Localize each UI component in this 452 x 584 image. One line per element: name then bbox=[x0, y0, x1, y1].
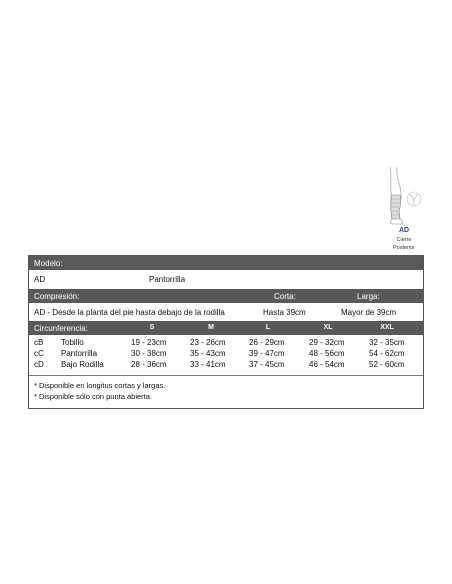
availability-note: * Disponible en longitus cortas y largas. bbox=[34, 381, 166, 390]
model-name: Pantorrilla bbox=[149, 275, 186, 284]
value-xxl: 54 - 62cm bbox=[369, 349, 405, 358]
value-m: 35 - 43cm bbox=[190, 349, 226, 358]
divider bbox=[29, 375, 423, 376]
modelo-header bbox=[29, 256, 423, 270]
size-header-s: S bbox=[149, 324, 155, 331]
value-xl: 48 - 56cm bbox=[309, 349, 345, 358]
value-s: 28 - 36cm bbox=[131, 360, 167, 369]
circunferencia-label: Circunferencia: bbox=[34, 324, 88, 333]
closure-caption bbox=[384, 236, 424, 252]
size-header-xl: XL bbox=[323, 324, 333, 331]
larga-label: Larga: bbox=[357, 292, 380, 301]
availability-note: * Disponible sólo con punta abierta. bbox=[34, 392, 152, 401]
circunferencia-header bbox=[29, 321, 423, 335]
corta-value: Hasta 39cm bbox=[263, 308, 306, 317]
value-l: 39 - 47cm bbox=[249, 349, 285, 358]
value-m: 23 - 26cm bbox=[190, 338, 226, 347]
row-name: Pantorrilla bbox=[61, 349, 98, 358]
row-name: Bajo Rodilla bbox=[61, 360, 104, 369]
value-xl: 29 - 32cm bbox=[309, 338, 345, 347]
modelo-label: Modelo: bbox=[34, 259, 63, 268]
table-row bbox=[29, 360, 423, 371]
value-xxl: 52 - 60cm bbox=[369, 360, 405, 369]
product-code-label: AD bbox=[398, 227, 410, 234]
table-row bbox=[29, 338, 423, 349]
value-m: 33 - 41cm bbox=[190, 360, 226, 369]
value-s: 19 - 23cm bbox=[131, 338, 167, 347]
table-row bbox=[29, 349, 423, 360]
compresion-header bbox=[29, 289, 423, 303]
modelo-row bbox=[29, 271, 423, 287]
row-code: cC bbox=[34, 349, 44, 358]
size-header-xxl: XXL bbox=[380, 324, 394, 331]
row-code: cB bbox=[34, 338, 44, 347]
model-code: AD bbox=[34, 275, 46, 284]
closure-caption-line: Cierre bbox=[396, 237, 412, 243]
corta-label: Corta: bbox=[274, 292, 296, 301]
larga-value: Mayor de 39cm bbox=[341, 308, 397, 317]
size-header-m: M bbox=[208, 324, 214, 331]
size-spec-table bbox=[28, 255, 424, 409]
leg-stocking-illustration bbox=[384, 165, 424, 227]
row-code: cD bbox=[34, 360, 44, 369]
compresion-row bbox=[29, 304, 423, 320]
compression-description: AD - Desde la planta del pie hasta debajo de la rodilla bbox=[34, 308, 225, 317]
compresion-label: Compresión: bbox=[34, 292, 80, 301]
closure-caption-line: Posterior bbox=[392, 245, 415, 251]
value-xl: 46 - 54cm bbox=[309, 360, 345, 369]
row-name: Tobillo bbox=[61, 338, 84, 347]
value-l: 26 - 29cm bbox=[249, 338, 285, 347]
value-l: 37 - 45cm bbox=[249, 360, 285, 369]
value-xxl: 32 - 35cm bbox=[369, 338, 405, 347]
size-header-l: L bbox=[265, 324, 271, 331]
value-s: 30 - 38cm bbox=[131, 349, 167, 358]
